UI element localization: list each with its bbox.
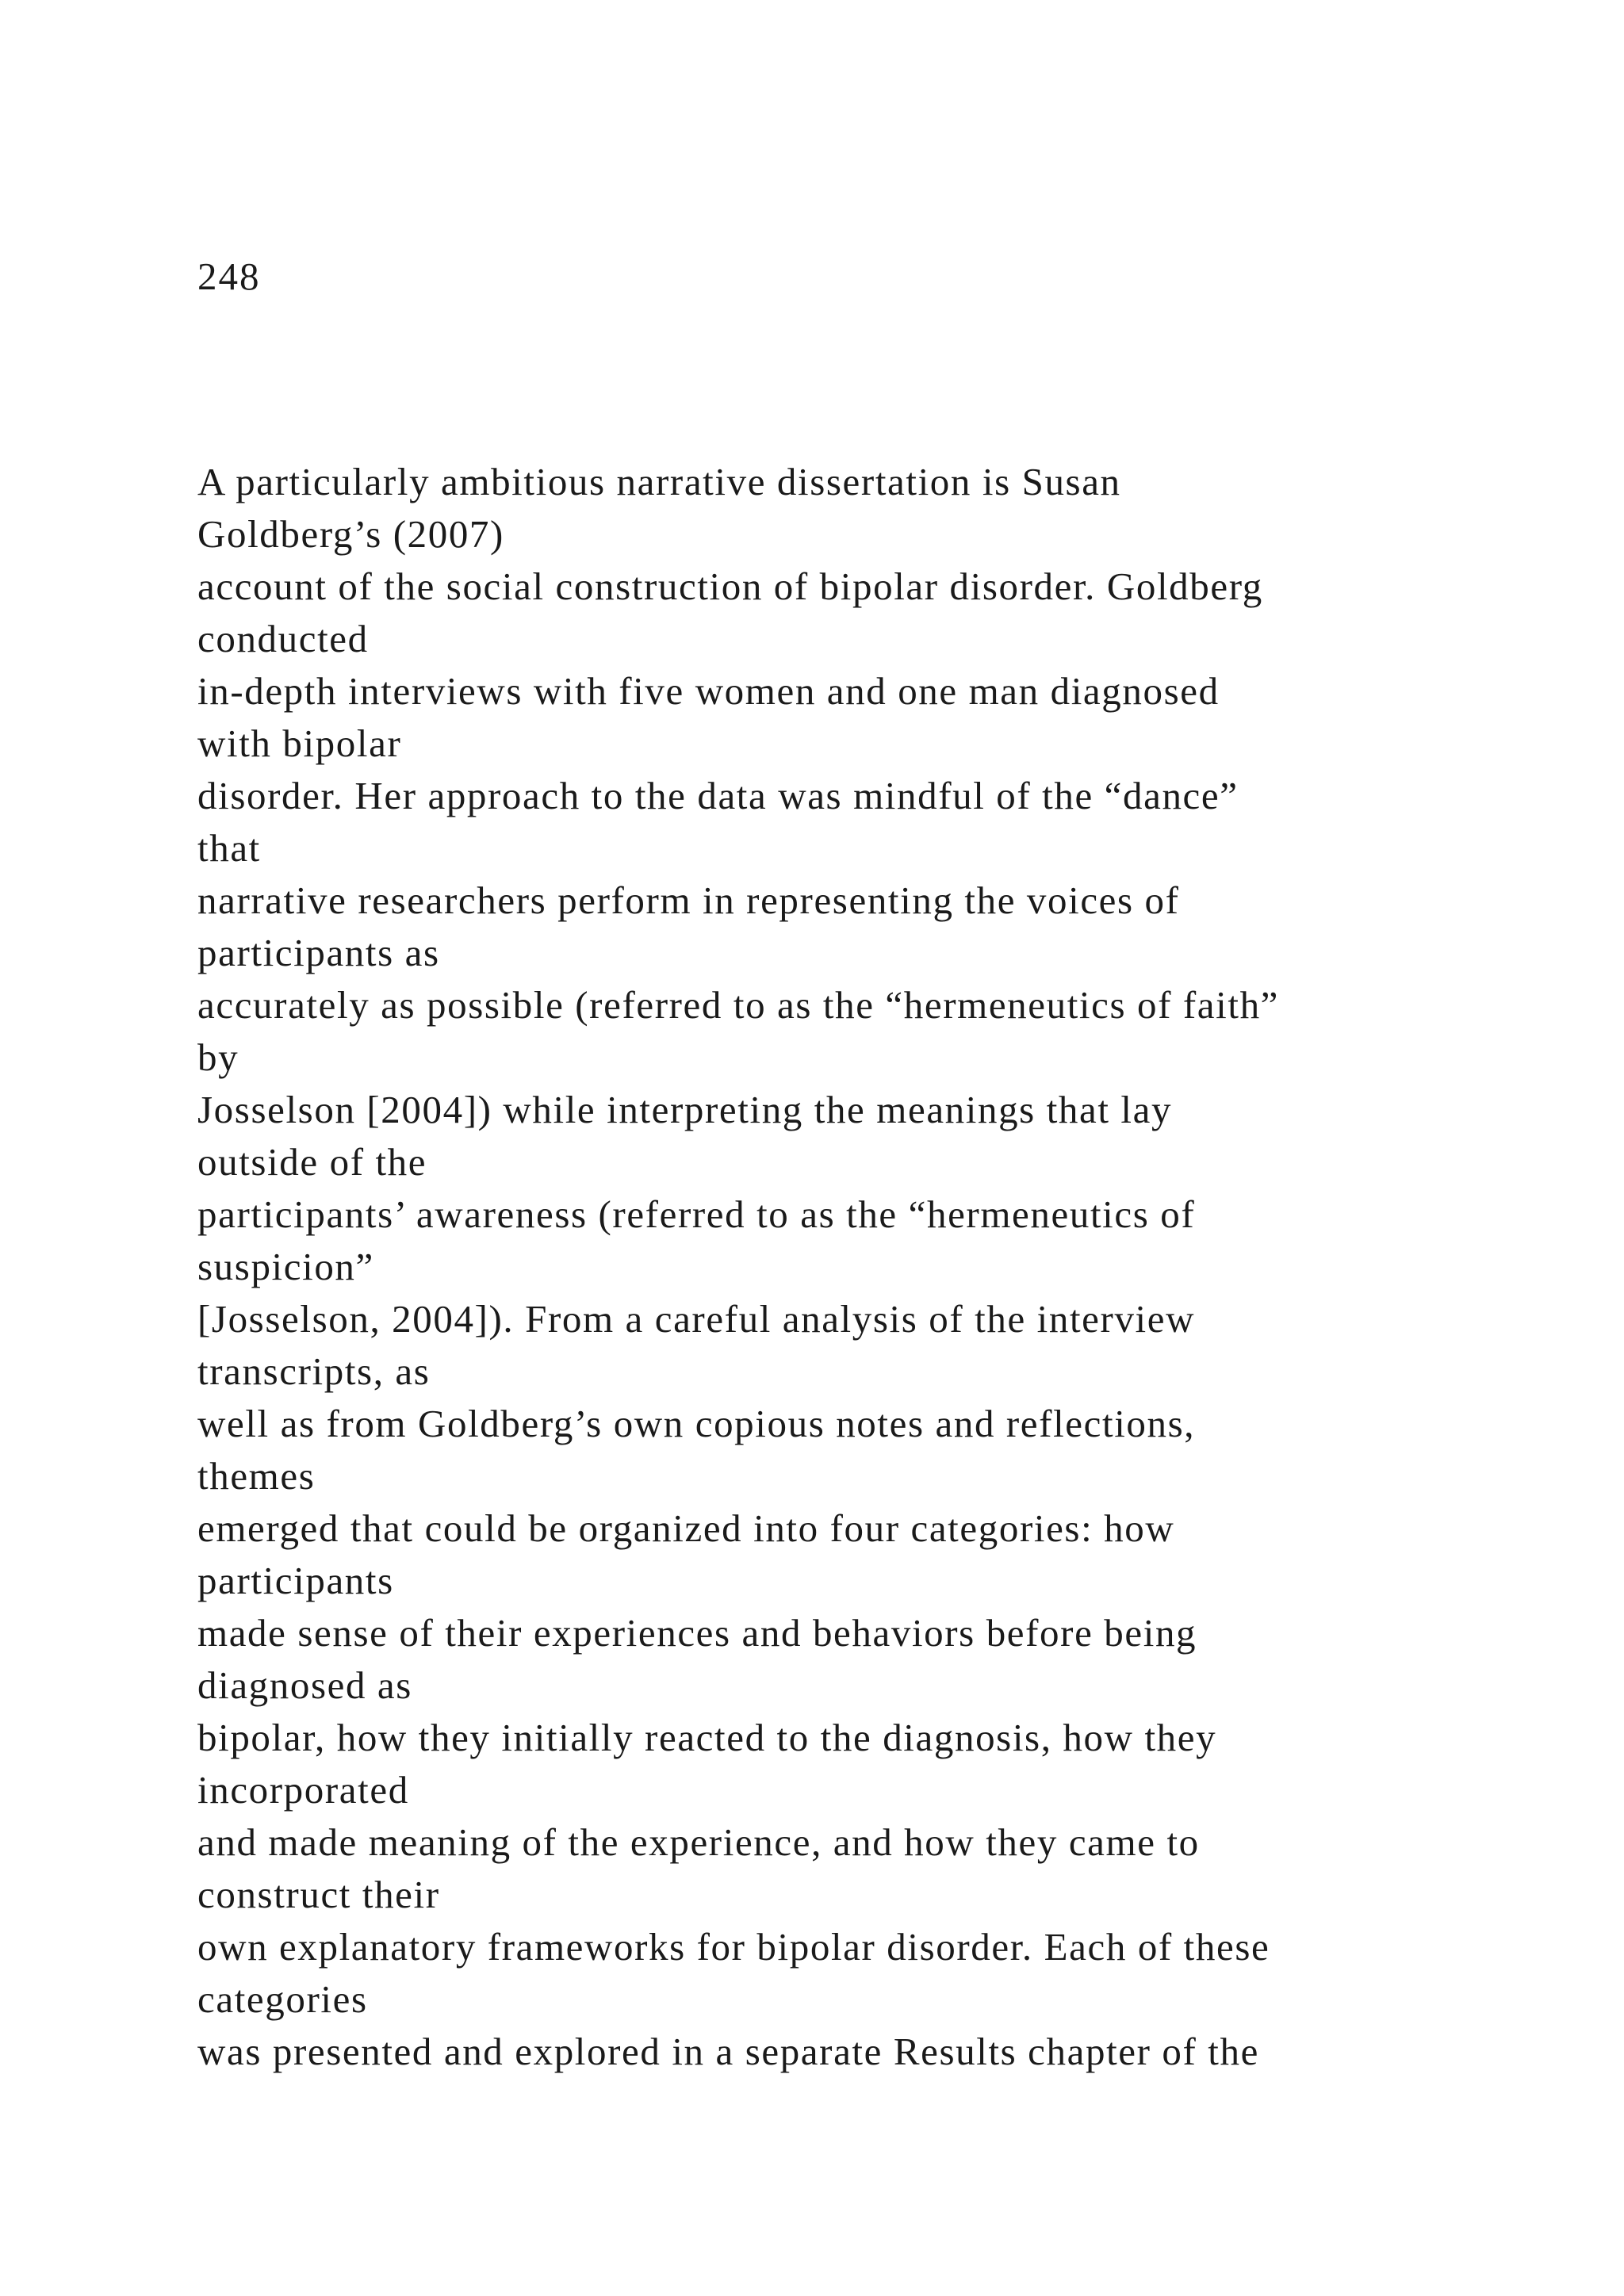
text-line: incorporated — [197, 1768, 409, 1812]
text-line: narrative researchers perform in representing the voices of — [197, 878, 1180, 922]
text-line: [Josselson, 2004]). From a careful analysis of the interview — [197, 1297, 1196, 1341]
text-line: A particularly ambitious narrative dissertation is Susan — [197, 460, 1121, 503]
text-line: emerged that could be organized into four categories: how — [197, 1506, 1175, 1550]
text-line: accurately as possible (referred to as the “hermeneutics of faith” — [197, 983, 1280, 1027]
text-line: with bipolar — [197, 721, 402, 765]
text-line: participants — [197, 1559, 394, 1602]
text-line: Josselson [2004]) while interpreting the meanings that lay — [197, 1088, 1173, 1131]
text-line: construct their — [197, 1873, 440, 1916]
body-paragraph — [197, 456, 1545, 2078]
page-number: 248 — [197, 254, 261, 298]
text-line: made sense of their experiences and behaviors before being — [197, 1611, 1197, 1655]
text-line: disorder. Her approach to the data was mindful of the “dance” — [197, 774, 1239, 817]
text-line: in-depth interviews with five women and one man diagnosed — [197, 669, 1220, 713]
text-line: account of the social construction of bipolar disorder. Goldberg — [197, 564, 1263, 608]
text-line: participants as — [197, 931, 440, 974]
text-line: themes — [197, 1454, 316, 1498]
text-line: outside of the — [197, 1140, 427, 1184]
text-line: conducted — [197, 617, 369, 660]
text-line: and made meaning of the experience, and how they came to — [197, 1820, 1200, 1864]
text-line: own explanatory frameworks for bipolar disorder. Each of these — [197, 1925, 1270, 1969]
text-line: well as from Goldberg’s own copious notes and reflections, — [197, 1402, 1196, 1445]
text-line: Goldberg’s (2007) — [197, 512, 504, 556]
text-line: categories — [197, 1977, 368, 2021]
text-line: suspicion” — [197, 1245, 374, 1288]
text-line: participants’ awareness (referred to as the “hermeneutics of — [197, 1192, 1196, 1236]
text-line: was presented and explored in a separate Results chapter of the — [197, 2030, 1259, 2073]
text-line: that — [197, 826, 261, 870]
text-line: transcripts, as — [197, 1349, 431, 1393]
text-line: diagnosed as — [197, 1663, 412, 1707]
text-line: by — [197, 1035, 239, 1079]
text-line: bipolar, how they initially reacted to the diagnosis, how they — [197, 1716, 1217, 1759]
